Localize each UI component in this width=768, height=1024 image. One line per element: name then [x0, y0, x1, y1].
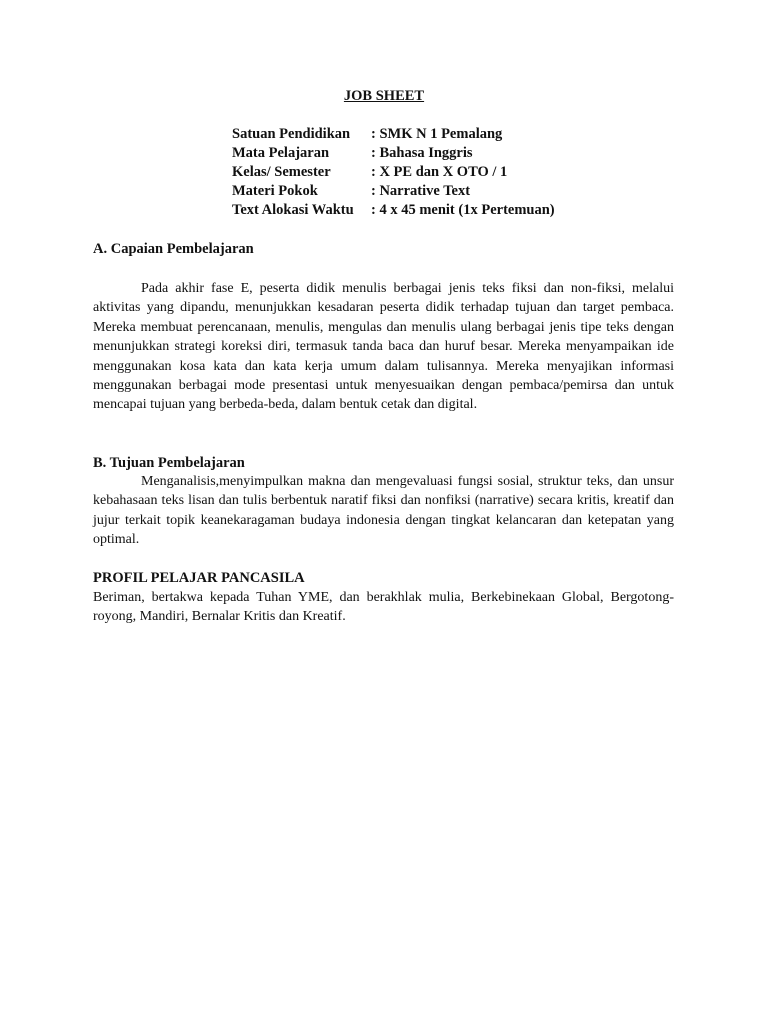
info-label: Mata Pelajaran — [232, 145, 330, 161]
info-label: Satuan Pendidikan — [232, 126, 351, 142]
section-heading-profil: PROFIL PELAJAR PANCASILA — [93, 570, 305, 586]
section-text-capaian: Pada akhir fase E, peserta didik menulis berbagai jenis teks fiksi dan non-fiksi, melalui aktivitas yang dipandu, menunjukkan kesadaran peserta didik terhadap tujuan dan target pembaca. Mereka membuat perencanaan, menulis, mengulas dan menulis ulang berbagai jenis tipe teks dengan menunjukkan strategi koreksi diri, termasuk tanda baca dan huruf besar. Mereka menyampaikan ide menggunakan kosa kata dan kata kerja umum dalam tulisannya. Mereka menyajikan informasi menggunakan berbagai mode presentasi untuk menyesuaikan dengan pembaca/pemirsa dan untuk mencapai tujuan yang berbeda-beda, dalam bentuk cetak dan digital. — [93, 281, 674, 413]
info-label: Kelas/ Semester — [232, 164, 331, 180]
info-value: : X PE dan X OTO / 1 — [371, 164, 508, 180]
section-heading-capaian: A. Capaian Pembelajaran — [93, 241, 254, 257]
section-heading-tujuan: B. Tujuan Pembelajaran — [93, 455, 245, 471]
info-row-kelas-semester — [232, 163, 555, 182]
info-value: : Narrative Text — [371, 183, 471, 199]
page-title: JOB SHEET — [343, 88, 425, 104]
info-table — [232, 125, 555, 220]
section-text-profil: Beriman, bertakwa kepada Tuhan YME, dan berakhlak mulia, Berkebinekaan Global, Bergotong-royong, Mandiri, Bernalar Kritis dan Kreatif. — [93, 590, 674, 625]
info-value: : SMK N 1 Pemalang — [371, 126, 503, 142]
section-text-tujuan: Menganalisis,menyimpulkan makna dan mengevaluasi fungsi sosial, struktur teks, dan unsur kebahasaan teks lisan dan tulis berbentuk naratif fiksi dan nonfiksi (narrative) secara kritis, kreatif dan jujur terkait topik keanekaragaman budaya indonesia dengan tingkat kelancaran dan ketepatan yang optimal. — [93, 474, 674, 548]
info-row-mata-pelajaran — [232, 144, 555, 163]
info-row-materi-pokok — [232, 182, 555, 201]
info-row-alokasi-waktu — [232, 201, 555, 220]
info-value: : Bahasa Inggris — [371, 145, 473, 161]
info-value: : 4 x 45 menit (1x Pertemuan) — [371, 202, 555, 218]
info-label: Materi Pokok — [232, 183, 318, 199]
info-row-satuan-pendidikan — [232, 125, 555, 144]
info-label: Text Alokasi Waktu — [232, 202, 354, 218]
